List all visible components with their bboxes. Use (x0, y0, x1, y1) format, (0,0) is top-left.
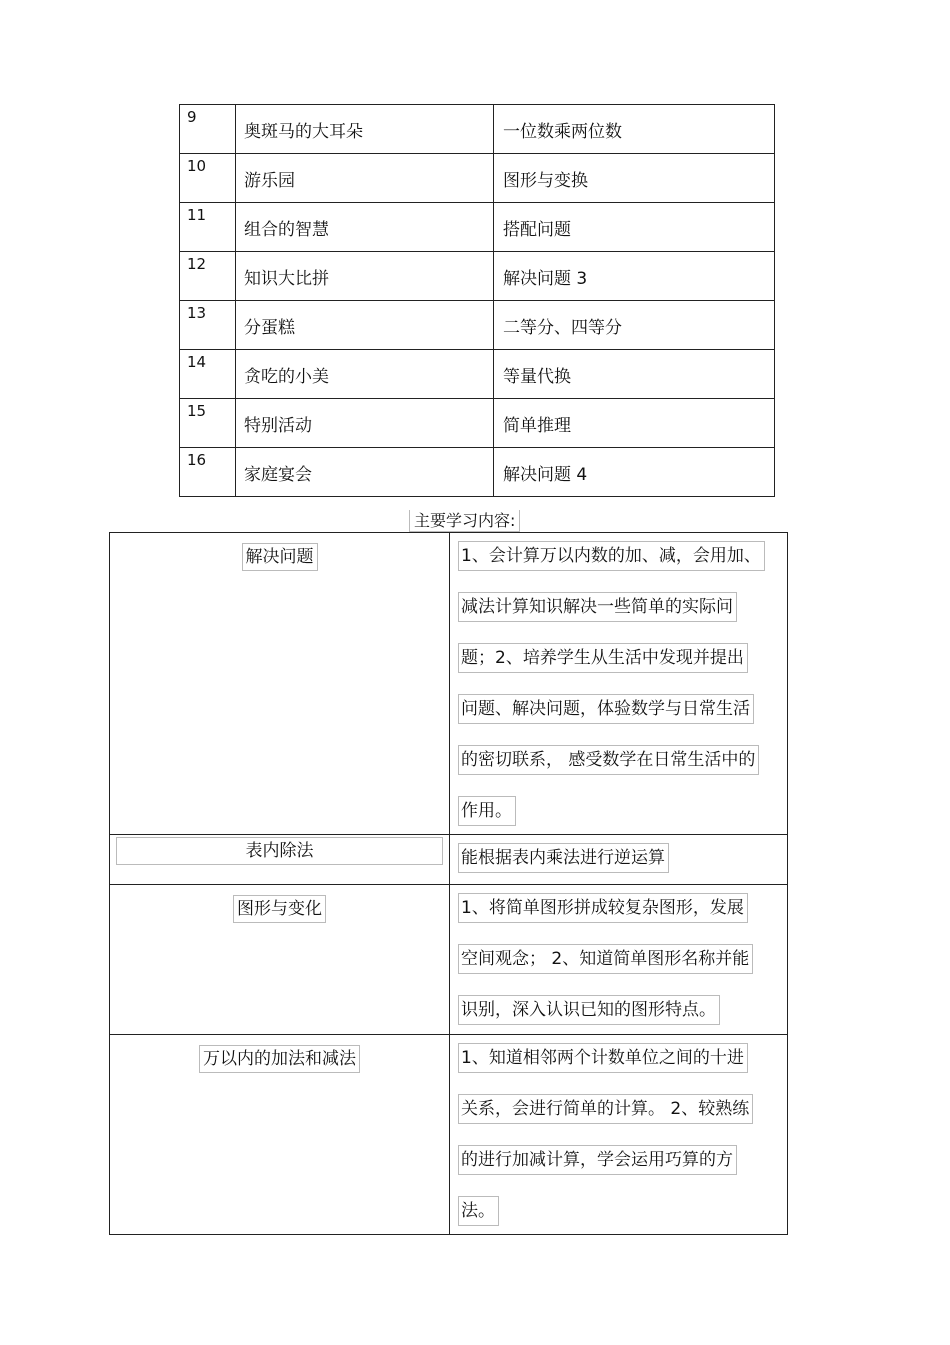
area-label: 图形与变化 (233, 895, 326, 923)
lesson-number: 10 (180, 154, 236, 203)
content-table (109, 532, 788, 1235)
lesson-topic: 二等分、四等分 (494, 301, 775, 350)
table-row (180, 252, 775, 301)
table-row (180, 203, 775, 252)
description-line: 问题、解决问题，体验数学与日常生活 (458, 694, 754, 724)
lesson-topic: 搭配问题 (494, 203, 775, 252)
table-row (180, 301, 775, 350)
description-line: 题；2、培养学生从生活中发现并提出 (458, 643, 748, 673)
lesson-topic: 等量代换 (494, 350, 775, 399)
lesson-number: 13 (180, 301, 236, 350)
area-cell (110, 533, 450, 835)
lesson-topic: 图形与变换 (494, 154, 775, 203)
lesson-number: 15 (180, 399, 236, 448)
lesson-name: 家庭宴会 (236, 448, 494, 497)
table-row (180, 154, 775, 203)
lesson-name: 组合的智慧 (236, 203, 494, 252)
lesson-name: 贪吃的小美 (236, 350, 494, 399)
lesson-topic: 解决问题 4 (494, 448, 775, 497)
lesson-topic: 一位数乘两位数 (494, 105, 775, 154)
table-row (180, 350, 775, 399)
area-cell (110, 835, 450, 885)
section-heading: 主要学习内容: (409, 510, 520, 532)
lesson-number: 11 (180, 203, 236, 252)
description-line: 识别，深入认识已知的图形特点。 (458, 995, 720, 1025)
area-label: 解决问题 (242, 543, 318, 571)
description-line: 的进行加减计算，学会运用巧算的方 (458, 1145, 737, 1175)
lesson-name: 奥斑马的大耳朵 (236, 105, 494, 154)
lesson-name: 分蛋糕 (236, 301, 494, 350)
description-line: 的密切联系， 感受数学在日常生活中的 (458, 745, 759, 775)
table-row (180, 105, 775, 154)
area-cell (110, 885, 450, 1035)
lesson-number: 14 (180, 350, 236, 399)
table-row (110, 835, 788, 885)
lesson-name: 特别活动 (236, 399, 494, 448)
lesson-number: 16 (180, 448, 236, 497)
table-row (110, 885, 788, 1035)
description-cell (450, 885, 788, 1035)
lesson-topic: 解决问题 3 (494, 252, 775, 301)
area-label: 万以内的加法和减法 (199, 1045, 360, 1073)
description-line: 1、知道相邻两个计数单位之间的十进 (458, 1043, 748, 1073)
description-line: 减法计算知识解决一些简单的实际问 (458, 592, 737, 622)
description-line: 1、将简单图形拼成较复杂图形，发展 (458, 893, 748, 923)
table-row (180, 448, 775, 497)
lesson-name: 游乐园 (236, 154, 494, 203)
lesson-number: 9 (180, 105, 236, 154)
description-cell (450, 835, 788, 885)
lesson-number: 12 (180, 252, 236, 301)
table-row (180, 399, 775, 448)
description-line: 1、会计算万以内数的加、减，会用加、 (458, 541, 765, 571)
table-row (110, 1035, 788, 1235)
description-line: 空间观念； 2、知道简单图形名称并能 (458, 944, 753, 974)
area-label: 表内除法 (116, 837, 443, 865)
description-cell (450, 533, 788, 835)
description-line: 能根据表内乘法进行逆运算 (458, 843, 669, 873)
description-line: 作用。 (458, 796, 516, 826)
table-row (110, 533, 788, 835)
description-line: 法。 (458, 1196, 499, 1226)
lesson-topic: 简单推理 (494, 399, 775, 448)
description-cell (450, 1035, 788, 1235)
lesson-table (179, 104, 775, 497)
area-cell (110, 1035, 450, 1235)
lesson-name: 知识大比拼 (236, 252, 494, 301)
description-line: 关系，会进行简单的计算。 2、较熟练 (458, 1094, 753, 1124)
